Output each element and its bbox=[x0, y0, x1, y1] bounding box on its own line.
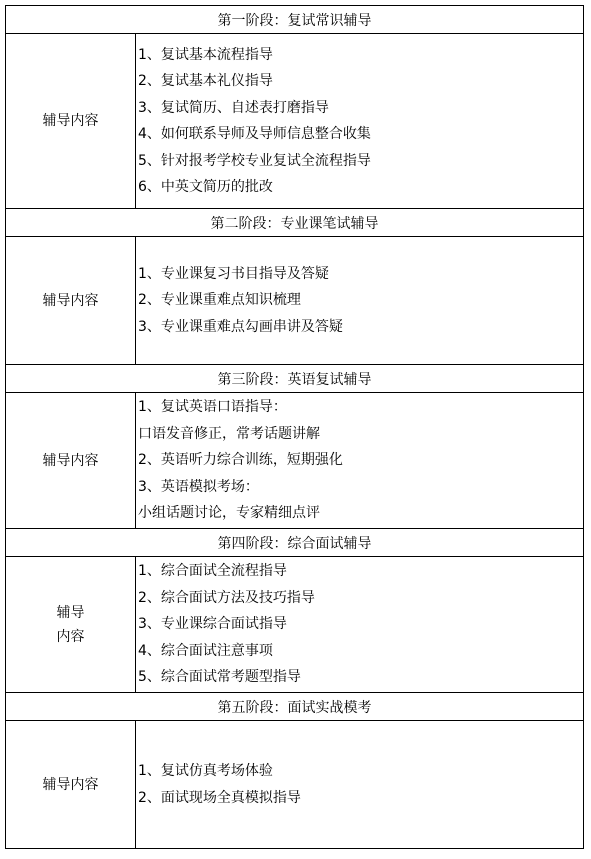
list-item: 4、如何联系导师及导师信息整合收集 bbox=[138, 126, 371, 142]
stage-title: 第二阶段：专业课笔试辅导 bbox=[6, 209, 584, 237]
list-item: 2、复试基本礼仪指导 bbox=[138, 73, 273, 89]
list-item: 2、英语听力综合训练，短期强化 bbox=[138, 452, 343, 469]
stage-title-row bbox=[6, 209, 584, 237]
stage-title-row bbox=[6, 365, 584, 393]
content-list bbox=[136, 721, 584, 849]
content-list bbox=[136, 34, 584, 209]
content-label-text: 辅导内容 bbox=[42, 113, 99, 129]
stage-title: 第一阶段：复试常识辅导 bbox=[6, 6, 584, 34]
list-item: 5、综合面试常考题型指导 bbox=[138, 669, 301, 686]
list-item: 1、复试基本流程指导 bbox=[138, 46, 273, 63]
list-item: 5、针对报考学校专业复试全流程指导 bbox=[138, 152, 371, 169]
stage-content-row bbox=[6, 393, 584, 529]
content-label-text: 辅导内容 bbox=[42, 776, 99, 793]
content-label-text: 辅导内容 bbox=[42, 452, 99, 469]
stage-title-row bbox=[6, 693, 584, 721]
content-list bbox=[136, 393, 584, 529]
content-list bbox=[136, 557, 584, 693]
list-item: 4、综合面试注意事项 bbox=[138, 642, 273, 659]
stage-content-row bbox=[6, 34, 584, 209]
list-item: 口语发音修正，常考话题讲解 bbox=[138, 425, 320, 442]
list-item: 小组话题讨论，专家精细点评 bbox=[138, 505, 320, 522]
stage-title-row bbox=[6, 6, 584, 34]
list-item: 1、综合面试全流程指导 bbox=[138, 563, 287, 580]
content-label bbox=[6, 557, 136, 693]
content-label bbox=[6, 393, 136, 529]
list-item: 2、综合面试方法及技巧指导 bbox=[138, 589, 315, 606]
stage-content-row bbox=[6, 721, 584, 849]
stage-title: 第三阶段：英语复试辅导 bbox=[6, 365, 584, 393]
stage-content-row bbox=[6, 237, 584, 365]
stage-content-row bbox=[6, 557, 584, 693]
list-item: 6、中英文简历的批改 bbox=[138, 179, 273, 195]
list-item: 1、复试英语口语指导： bbox=[138, 399, 287, 416]
list-item: 3、专业课综合面试指导 bbox=[138, 616, 287, 633]
list-item: 3、专业课重难点勾画串讲及答疑 bbox=[138, 318, 343, 335]
content-label-text: 辅导内容 bbox=[42, 292, 99, 309]
content-label-text: 辅导 bbox=[56, 604, 85, 621]
list-item: 1、专业课复习书目指导及答疑 bbox=[138, 265, 329, 282]
content-label-text: 内容 bbox=[56, 628, 85, 645]
content-list bbox=[136, 237, 584, 365]
content-label bbox=[6, 237, 136, 365]
stage-title: 第四阶段：综合面试辅导 bbox=[6, 529, 584, 557]
list-item: 1、复试仿真考场体验 bbox=[138, 763, 273, 779]
stage-title-row bbox=[6, 529, 584, 557]
list-item: 2、面试现场全真模拟指导 bbox=[138, 789, 301, 806]
coaching-plan-table bbox=[5, 5, 584, 849]
list-item: 3、英语模拟考场： bbox=[138, 478, 259, 495]
content-label bbox=[6, 721, 136, 849]
stage-title: 第五阶段：面试实战模考 bbox=[6, 693, 584, 721]
list-item: 3、复试简历、自述表打磨指导 bbox=[138, 99, 329, 116]
list-item: 2、专业课重难点知识梳理 bbox=[138, 292, 301, 309]
content-label bbox=[6, 34, 136, 209]
